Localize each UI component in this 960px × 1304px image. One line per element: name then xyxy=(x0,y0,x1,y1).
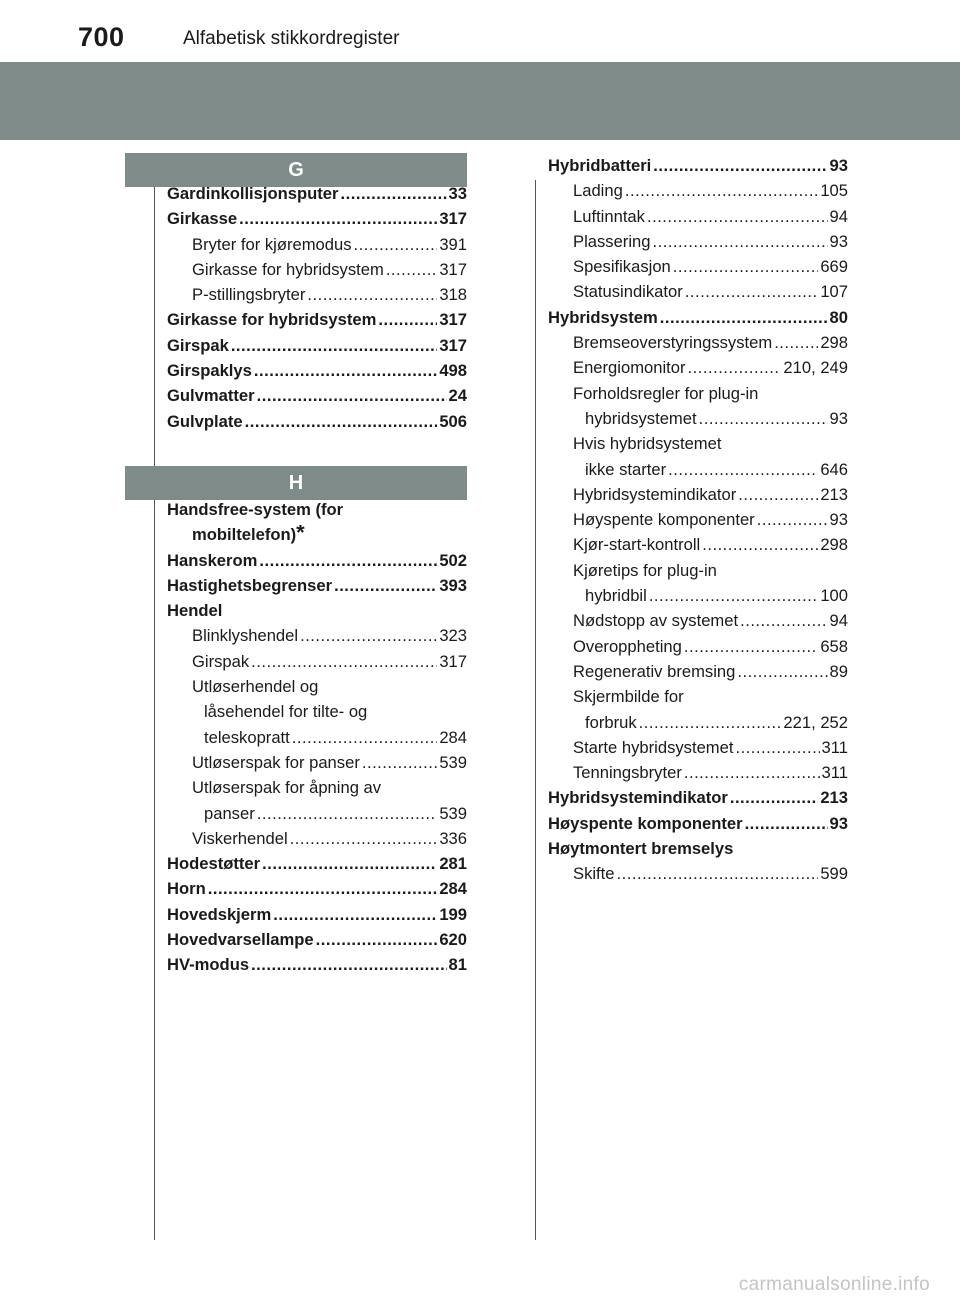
index-entry-text: HV-modus xyxy=(167,955,250,975)
dot-leader xyxy=(685,282,819,302)
index-entry-text: Gulvplate xyxy=(167,411,243,431)
index-entry-text: Bryter for kjøremodus xyxy=(192,234,352,254)
index-entry-page: 94 xyxy=(829,611,848,631)
index-entry-page: 498 xyxy=(439,361,467,381)
index-entry-text: Hovedvarsellampe xyxy=(167,930,314,950)
dot-leader xyxy=(378,310,437,330)
index-entry-text: Plassering xyxy=(573,231,651,251)
dot-leader xyxy=(673,257,819,277)
index-entry-text: Nødstopp av systemet xyxy=(573,611,739,631)
index-entry xyxy=(548,687,848,712)
watermark: carmanualsonline.info xyxy=(738,1274,930,1295)
left-column-rule xyxy=(154,180,155,1240)
dot-leader xyxy=(684,637,818,657)
index-entry-page: 539 xyxy=(439,803,467,823)
index-entry-text: Hendel xyxy=(167,601,223,621)
index-entry xyxy=(548,611,848,636)
index-entry-text: Hastighetsbegrenser xyxy=(167,575,333,595)
index-entry-text: låsehendel for tilte- og xyxy=(204,702,368,722)
dot-leader xyxy=(262,854,437,874)
index-entry-text: Utløserhendel og xyxy=(192,677,319,697)
index-entry xyxy=(167,829,467,854)
dot-leader xyxy=(757,510,828,530)
index-entry-page: 81 xyxy=(448,955,467,975)
index-entry-text: ikke starter xyxy=(585,459,667,479)
dot-leader xyxy=(699,409,828,429)
index-entry-page: 502 xyxy=(439,550,467,570)
index-entry-page: 317 xyxy=(439,335,467,355)
index-entry: mobiltelefon) * xyxy=(192,525,305,546)
index-entry xyxy=(548,384,848,409)
index-entry-text: Regenerativ bremsing xyxy=(573,661,736,681)
index-entry xyxy=(167,677,467,702)
index-entry-page: 391 xyxy=(439,234,467,254)
index-entry xyxy=(548,738,848,763)
index-entry xyxy=(548,510,848,535)
index-entry-text: hybridsystemet xyxy=(585,408,697,428)
index-entry-text: Skifte xyxy=(573,864,615,884)
index-entry-page: 393 xyxy=(439,575,467,595)
dot-leader xyxy=(316,930,438,950)
index-entry xyxy=(167,652,467,677)
index-entry xyxy=(167,336,467,361)
index-entry xyxy=(548,156,848,181)
dot-leader xyxy=(737,662,827,682)
index-entry-page: 100 xyxy=(820,586,848,606)
index-entry xyxy=(548,333,848,358)
dot-leader xyxy=(300,626,437,646)
index-entry xyxy=(548,864,848,889)
index-entry-page: 599 xyxy=(820,864,848,884)
index-entry-text: Horn xyxy=(167,879,206,899)
index-entry xyxy=(167,551,467,576)
index-entry-text: Utløserspak for panser xyxy=(192,752,360,772)
dot-leader xyxy=(307,285,437,305)
index-entry-text: Starte hybridsystemet xyxy=(573,737,734,757)
index-entry-text: Hybridsystemindikator xyxy=(573,484,737,504)
index-entry-page: 93 xyxy=(829,408,848,428)
index-entry-page: 93 xyxy=(829,510,848,530)
index-entry-text: Girspaklys xyxy=(167,361,252,381)
index-entry-page: 199 xyxy=(439,904,467,924)
index-entry-text: Skjermbilde for xyxy=(573,687,684,707)
index-entry xyxy=(167,260,467,285)
dot-leader xyxy=(702,535,818,555)
index-entry xyxy=(548,434,848,459)
index-entry xyxy=(167,879,467,904)
section-letter-h: H xyxy=(125,466,467,500)
index-entry-page: 93 xyxy=(829,813,848,833)
index-entry-page: 620 xyxy=(439,930,467,950)
dot-leader xyxy=(774,333,818,353)
index-entry-text: Viskerhendel xyxy=(192,828,288,848)
index-entry-page: 646 xyxy=(820,459,848,479)
index-entry-text: Hanskerom xyxy=(167,550,258,570)
index-entry-page: 213 xyxy=(820,484,848,504)
index-entry xyxy=(548,308,848,333)
index-entry-page: 24 xyxy=(448,386,467,406)
index-entry-page: 311 xyxy=(821,737,848,757)
dot-leader xyxy=(639,713,782,733)
index-entry-text: Høyspente komponenter xyxy=(573,510,755,530)
index-list-right xyxy=(548,156,848,890)
index-entry-page: 213 xyxy=(820,788,848,808)
index-entry xyxy=(548,232,848,257)
index-entry-text: mobiltelefon) xyxy=(192,525,297,545)
index-entry-page: 210, 249 xyxy=(783,358,848,378)
index-entry-page: 318 xyxy=(439,285,467,305)
index-entry-text: Høytmontert bremselys xyxy=(548,839,734,859)
index-entry xyxy=(548,839,848,864)
index-entry xyxy=(167,285,467,310)
index-entry xyxy=(548,409,848,434)
index-entry-page: 539 xyxy=(439,752,467,772)
index-entry-text: Gardinkollisjonsputer xyxy=(167,184,339,203)
index-entry-page: 323 xyxy=(439,626,467,646)
dot-leader xyxy=(668,460,818,480)
index-entry xyxy=(167,500,467,525)
index-entry xyxy=(548,763,848,788)
right-column-rule xyxy=(535,180,536,1240)
index-entry-text: Spesifikasjon xyxy=(573,257,671,277)
index-entry-text: Tenningsbryter xyxy=(573,763,682,783)
index-entry xyxy=(548,788,848,813)
index-entry-text: hybridbil xyxy=(585,586,647,606)
index-entry xyxy=(548,586,848,611)
index-entry-page: 317 xyxy=(439,651,467,671)
index-entry-text: Hybridsystemindikator xyxy=(548,788,728,808)
index-entry-text: Hybridsystem xyxy=(548,307,658,327)
index-entry xyxy=(548,535,848,560)
index-entry-page: 93 xyxy=(829,156,848,175)
dot-leader xyxy=(740,611,827,631)
dot-leader xyxy=(239,209,437,229)
dot-leader xyxy=(257,804,438,824)
index-entry-page: 93 xyxy=(829,231,848,251)
dot-leader xyxy=(660,308,828,328)
page-header xyxy=(0,0,960,62)
dot-leader xyxy=(251,955,446,975)
index-entry xyxy=(548,485,848,510)
index-entry-page: 281 xyxy=(439,854,467,874)
index-entry-page: 284 xyxy=(439,727,467,747)
index-entry-page: 33 xyxy=(448,184,467,203)
index-entry-page: 94 xyxy=(829,206,848,226)
index-entry-page: 658 xyxy=(820,636,848,656)
index-entry xyxy=(548,637,848,662)
section-letter-g: G xyxy=(125,153,467,187)
index-entry-page: 221, 252 xyxy=(783,712,848,732)
index-entry-page: 284 xyxy=(439,879,467,899)
index-entry-text: teleskopratt xyxy=(204,727,290,747)
index-entry-page: 107 xyxy=(820,282,848,302)
index-entry xyxy=(167,310,467,335)
index-entry-text: Bremseoverstyringssystem xyxy=(573,333,773,353)
index-entry-text: Girspak xyxy=(167,335,229,355)
index-entry xyxy=(167,804,467,829)
dot-leader xyxy=(617,864,819,884)
index-entry xyxy=(167,728,467,753)
index-entry xyxy=(167,626,467,651)
page-title: Alfabetisk stikkordregister xyxy=(183,28,400,49)
index-entry xyxy=(167,576,467,601)
dot-leader xyxy=(735,738,819,758)
dot-leader xyxy=(649,586,819,606)
header-band xyxy=(0,62,960,140)
index-entry xyxy=(167,184,467,209)
index-entry xyxy=(548,814,848,839)
dot-leader xyxy=(684,763,820,783)
dot-leader xyxy=(231,336,438,356)
index-entry-page: 298 xyxy=(820,535,848,555)
index-entry-text: Gulvmatter xyxy=(167,386,255,406)
index-entry-page: 317 xyxy=(439,209,467,229)
dot-leader xyxy=(362,753,437,773)
index-entry-text: Girkasse for hybridsystem xyxy=(192,259,384,279)
index-list-g xyxy=(167,184,467,437)
dot-leader xyxy=(625,181,818,201)
index-entry xyxy=(548,207,848,232)
dot-leader xyxy=(688,358,782,378)
index-entry-page: 80 xyxy=(829,307,848,327)
index-list-h xyxy=(167,500,467,981)
index-entry xyxy=(548,257,848,282)
dot-leader xyxy=(652,232,827,252)
index-entry-text: Hvis hybridsystemet xyxy=(573,434,722,454)
index-entry xyxy=(167,412,467,437)
index-entry-page: 317 xyxy=(439,310,467,330)
dot-leader xyxy=(730,788,818,808)
index-entry-text: Kjør-start-kontroll xyxy=(573,535,701,555)
dot-leader xyxy=(386,260,438,280)
index-entry xyxy=(167,854,467,879)
index-entry xyxy=(167,930,467,955)
index-entry-text: Hodestøtter xyxy=(167,854,261,874)
index-entry-page: 311 xyxy=(821,763,848,783)
index-entry xyxy=(548,282,848,307)
index-entry xyxy=(548,460,848,485)
index-entry-text: Girkasse for hybridsystem xyxy=(167,310,377,330)
index-entry-text: Overoppheting xyxy=(573,636,682,656)
dot-leader xyxy=(354,235,438,255)
index-entry xyxy=(167,905,467,930)
index-entry-page: 506 xyxy=(439,411,467,431)
dot-leader xyxy=(647,207,828,227)
index-entry xyxy=(167,386,467,411)
index-entry-text: Kjøretips for plug-in xyxy=(573,560,717,580)
index-entry-text: Statusindikator xyxy=(573,282,683,302)
index-entry xyxy=(167,235,467,260)
index-entry-page: 317 xyxy=(439,259,467,279)
index-entry xyxy=(167,778,467,803)
dot-leader xyxy=(290,829,438,849)
dot-leader xyxy=(245,412,438,432)
dot-leader xyxy=(257,386,447,406)
dot-leader xyxy=(738,485,818,505)
index-entry-text: Blinklyshendel xyxy=(192,626,299,646)
index-entry-page: 298 xyxy=(820,333,848,353)
index-entry-text: Luftinntak xyxy=(573,206,645,226)
index-entry-text: Energiomonitor xyxy=(573,358,686,378)
index-entry-page: 669 xyxy=(820,257,848,277)
index-entry-text: Handsfree-system (for xyxy=(167,500,344,519)
index-entry-page: 105 xyxy=(820,181,848,201)
dot-leader xyxy=(251,652,437,672)
index-entry-page: 89 xyxy=(829,661,848,681)
dot-leader xyxy=(292,728,438,748)
dot-leader xyxy=(208,879,438,899)
index-entry-text: Forholdsregler for plug-in xyxy=(573,383,759,403)
dot-leader xyxy=(254,361,437,381)
dot-leader xyxy=(745,814,828,834)
index-entry xyxy=(167,361,467,386)
index-entry xyxy=(548,662,848,687)
dot-leader xyxy=(334,576,437,596)
index-entry xyxy=(548,713,848,738)
index-entry-text: forbruk xyxy=(585,712,637,732)
dot-leader xyxy=(259,551,437,571)
index-entry xyxy=(167,209,467,234)
index-entry-text: Utløserspak for åpning av xyxy=(192,778,382,798)
dot-leader xyxy=(341,184,447,204)
index-entry xyxy=(167,601,467,626)
dot-leader xyxy=(653,156,827,176)
index-entry xyxy=(548,358,848,383)
index-entry-text: P-stillingsbryter xyxy=(192,285,306,305)
index-entry-text: panser xyxy=(204,803,255,823)
index-entry xyxy=(548,561,848,586)
index-entry xyxy=(167,702,467,727)
page-number: 700 xyxy=(78,22,125,52)
index-entry-text: Lading xyxy=(573,181,623,201)
index-entry-text: Girspak xyxy=(192,651,250,671)
dot-leader xyxy=(273,905,437,925)
index-entry-page: 336 xyxy=(439,828,467,848)
index-entry-text: Hovedskjerm xyxy=(167,904,272,924)
index-entry-text: Girkasse xyxy=(167,209,238,229)
index-entry-text: Hybridbatteri xyxy=(548,156,652,175)
index-entry-text: Høyspente komponenter xyxy=(548,813,743,833)
index-entry xyxy=(548,181,848,206)
index-entry xyxy=(167,753,467,778)
index-entry xyxy=(167,955,467,980)
